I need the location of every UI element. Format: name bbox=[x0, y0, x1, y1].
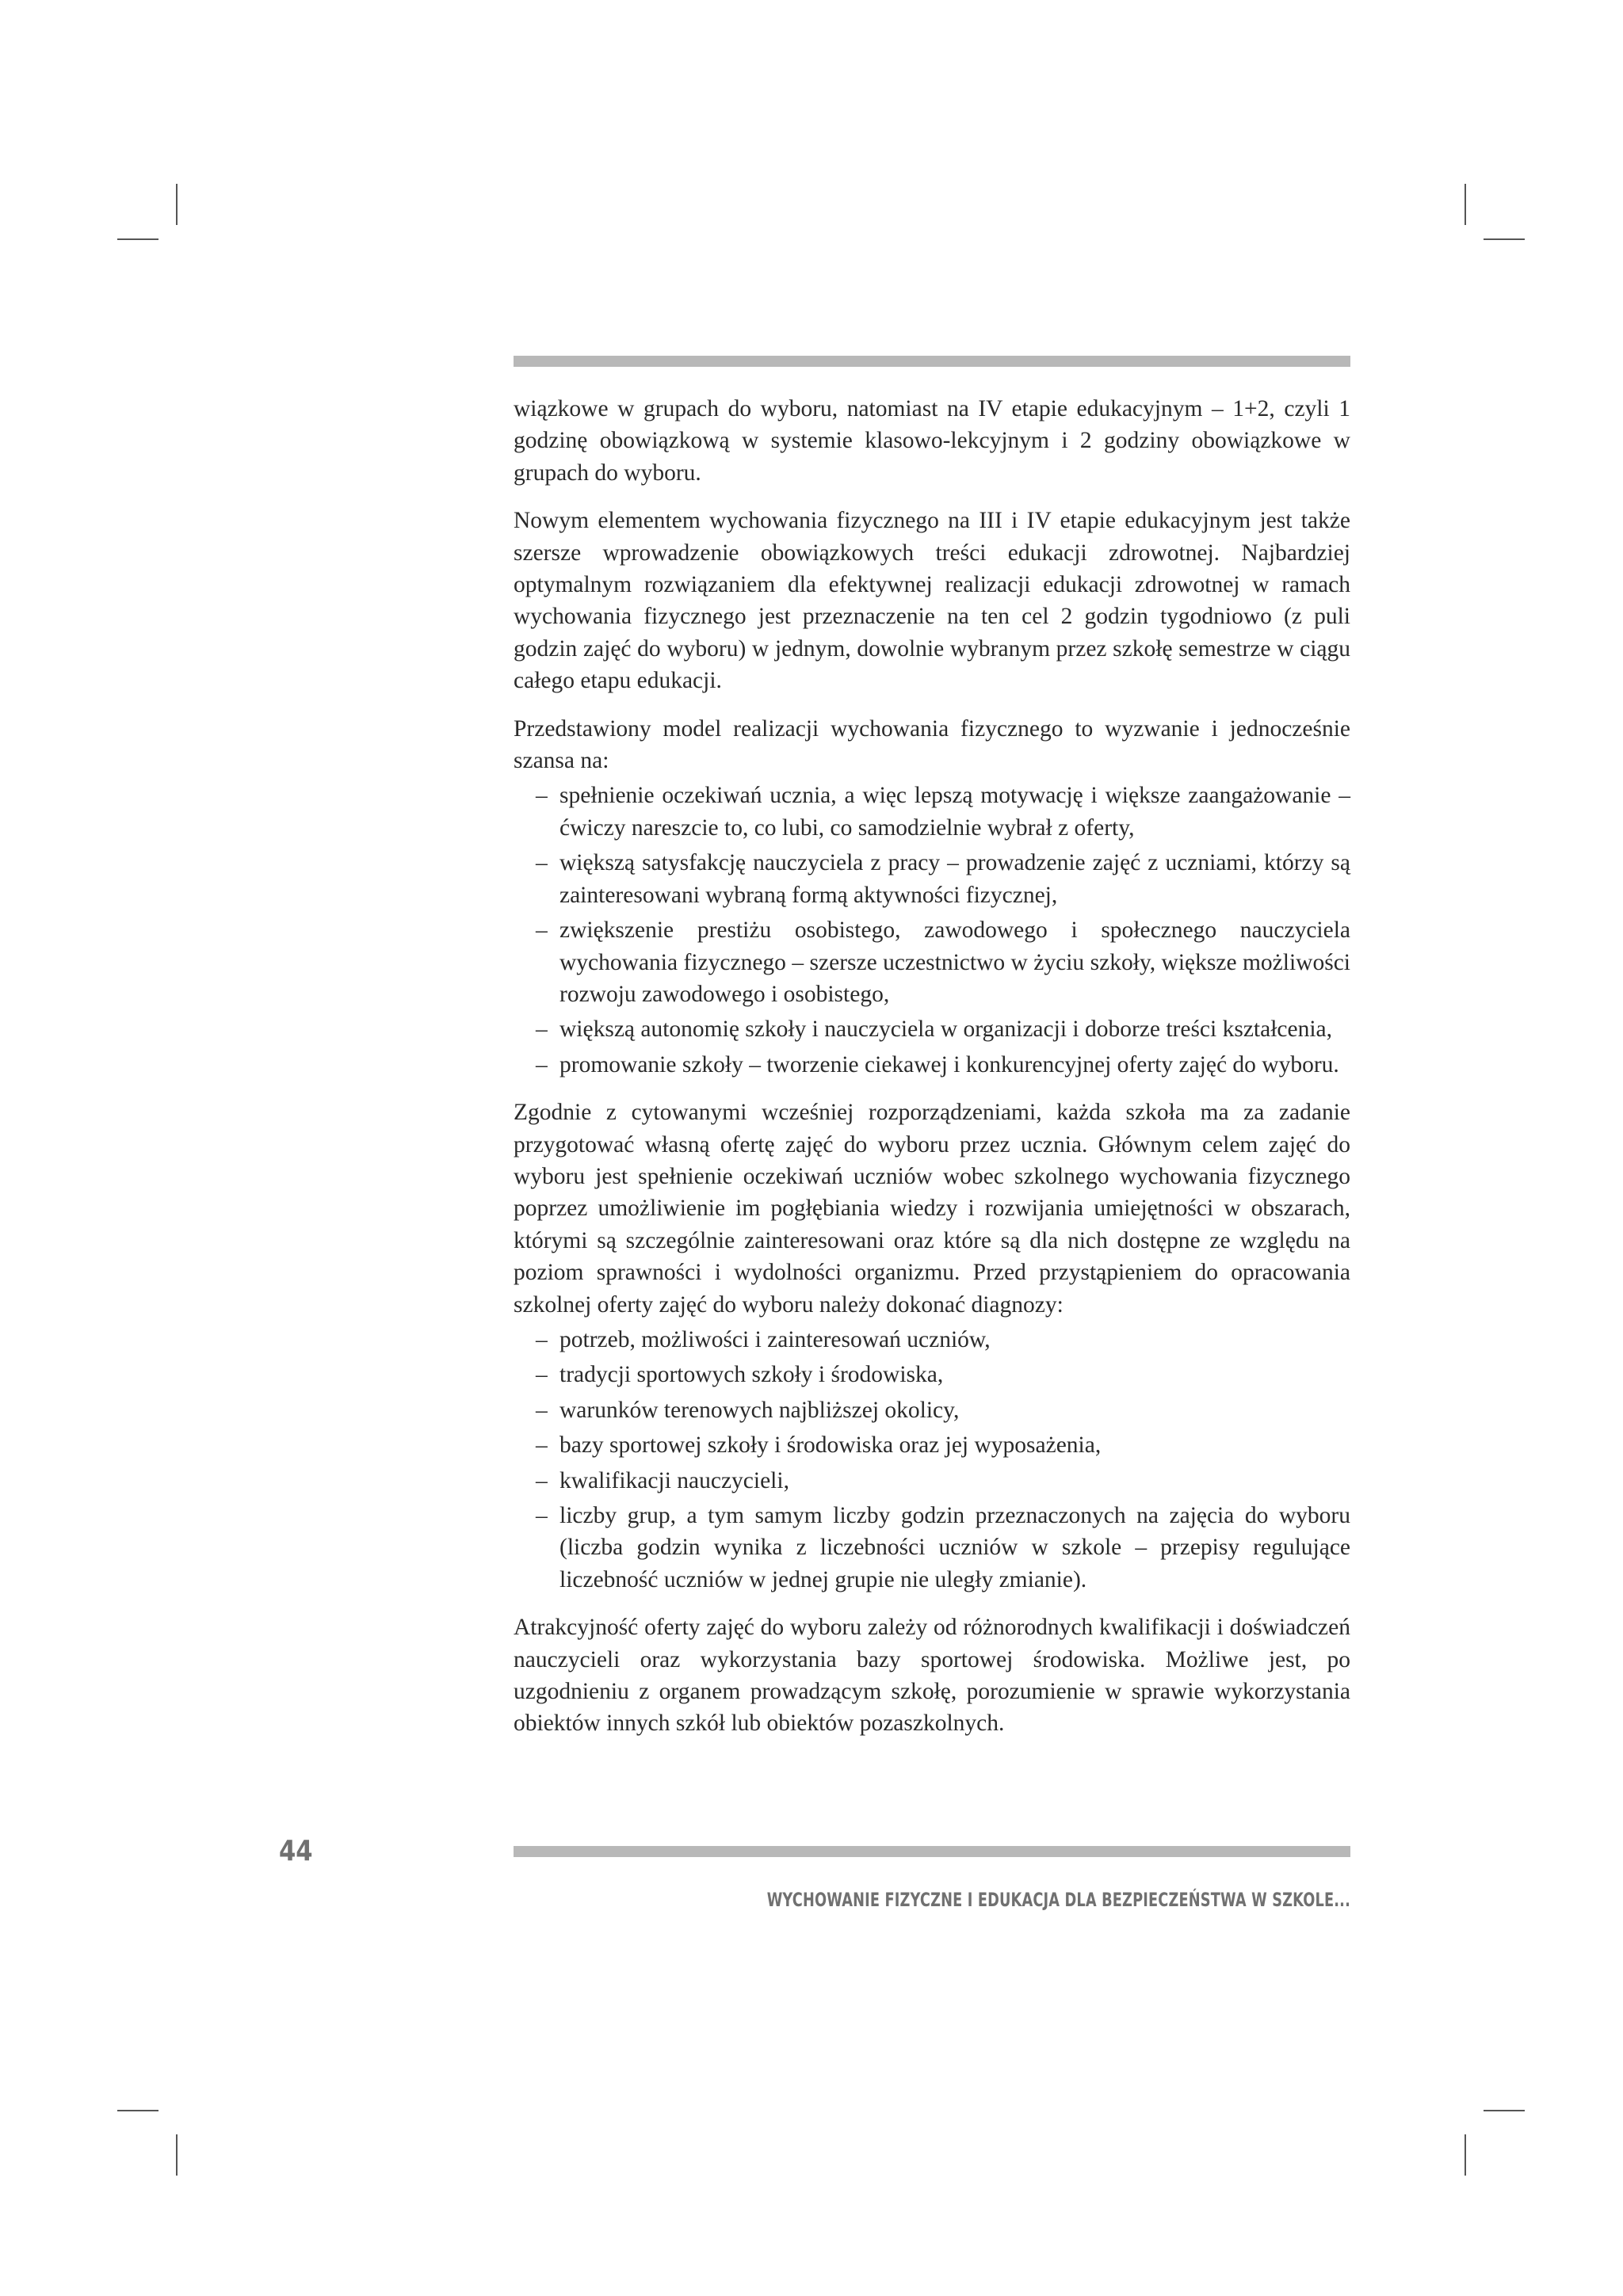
list-item bbox=[514, 780, 1350, 844]
list-item-text: promowanie szkoły – tworzenie ciekawej i konkurencyjnej oferty zajęć do wyboru. bbox=[559, 1051, 1339, 1077]
paragraph: Przedstawiony model realizacji wychowania fizycznego to wyzwanie i jednocześnie szansa na: bbox=[514, 715, 1350, 774]
list-item-text: spełnienie oczekiwań ucznia, a więc lepszą motywację i większe zaangażowanie – ćwiczy nareszcie to, co lubi, co samodzielnie wybrał z oferty, bbox=[559, 783, 1350, 841]
list-item bbox=[514, 1500, 1350, 1596]
dash-marker: – bbox=[536, 1326, 548, 1352]
crop-mark-top-right-horizontal bbox=[1484, 238, 1525, 240]
list-item-text: zwiększenie prestiżu osobistego, zawodowego i społecznego nauczyciela wychowania fizycznego – szersze uczestnictwo w życiu szkoły, większe możliwości rozwoju zawodowego i osobistego, bbox=[559, 917, 1350, 1007]
list-item bbox=[514, 1049, 1350, 1081]
paragraph: Zgodnie z cytowanymi wcześniej rozporządzeniami, każda szkoła ma za zadanie przygotować własną ofertę zajęć do wyboru przez ucznia. Głównym celem zajęć do wyboru jest spełnienie oczekiwań uczniów wobec szkolnego wychowania fizycznego poprzez umożliwienie im pogłębiania wiedzy i rozwijania umiejętności w obszarach, którymi są szczególnie zainteresowani oraz które są dla nich dostępne ze względu na poziom sprawności i wydolności organizmu. Przed przystąpieniem do opracowania szkolnej oferty zajęć do wyboru należy dokonać diagnozy: bbox=[514, 1100, 1350, 1318]
list-item bbox=[514, 1429, 1350, 1461]
running-footer-title: WYCHOWANIE FIZYCZNE I EDUKACJA DLA BEZPIECZEŃSTWA W SZKOLE... bbox=[766, 1889, 1350, 1911]
list-item bbox=[514, 1013, 1350, 1045]
dash-marker: – bbox=[536, 1051, 548, 1077]
crop-mark-bottom-right-horizontal bbox=[1484, 2110, 1525, 2111]
crop-mark-bottom-right-vertical bbox=[1465, 2134, 1466, 2176]
header-rule bbox=[514, 356, 1350, 367]
footer-rule bbox=[514, 1846, 1350, 1857]
dash-marker: – bbox=[536, 1397, 548, 1423]
list-item bbox=[514, 847, 1350, 911]
dash-marker: – bbox=[536, 850, 548, 876]
crop-mark-top-left-vertical bbox=[176, 184, 178, 225]
dash-marker: – bbox=[536, 783, 548, 809]
crop-mark-top-right-vertical bbox=[1465, 184, 1466, 225]
paragraph: wiązkowe w grupach do wyboru, natomiast na IV etapie edukacyjnym – 1+2, czyli 1 godzinę obowiązkową w systemie klasowo-lekcyjnym i 2 godziny obowiązkowe w grupach do wyboru. bbox=[514, 396, 1350, 486]
list-item bbox=[514, 1359, 1350, 1390]
list-item-text: tradycji sportowych szkoły i środowiska, bbox=[559, 1362, 944, 1388]
list-item-text: większą satysfakcję nauczyciela z pracy – prowadzenie zajęć z uczniami, którzy są zainteresowani wybraną formą aktywności fizycznej, bbox=[559, 850, 1350, 908]
dash-marker: – bbox=[536, 1016, 548, 1043]
crop-mark-top-left-horizontal bbox=[117, 238, 158, 240]
dash-marker: – bbox=[536, 917, 548, 944]
dash-marker: – bbox=[536, 1362, 548, 1388]
list-item-text: liczby grup, a tym samym liczby godzin przeznaczonych na zajęcia do wyboru (liczba godzin wynika z liczebności uczniów w szkole – przepisy regulujące liczebność uczniów w jednej grupie nie uległy zmianie). bbox=[559, 1503, 1350, 1592]
dash-marker: – bbox=[536, 1432, 548, 1459]
list-item bbox=[514, 1394, 1350, 1426]
list-item-text: bazy sportowej szkoły i środowiska oraz jej wyposażenia, bbox=[559, 1432, 1102, 1459]
list-item-text: potrzeb, możliwości i zainteresowań uczniów, bbox=[559, 1326, 991, 1352]
dash-marker: – bbox=[536, 1467, 548, 1493]
crop-mark-bottom-left-horizontal bbox=[117, 2110, 158, 2111]
paragraph: Nowym elementem wychowania fizycznego na III i IV etapie edukacyjnym jest także szersze wprowadzenie obowiązkowych treści edukacji zdrowotnej. Najbardziej optymalnym rozwiązaniem dla efektywnej realizacji edukacji zdrowotnej w ramach wychowania fizycznego jest przeznaczenie na ten cel 2 godzin tygodniowo (z puli godzin zajęć do wyboru) w jednym, dowolnie wybranym przez szkołę semestrze w ciągu całego etapu edukacji. bbox=[514, 508, 1350, 694]
list-item-text: kwalifikacji nauczycieli, bbox=[559, 1467, 789, 1493]
bullet-list-opportunities bbox=[514, 780, 1350, 1081]
list-item bbox=[514, 914, 1350, 1010]
dash-marker: – bbox=[536, 1503, 548, 1528]
page-number: 44 bbox=[279, 1835, 313, 1867]
list-item bbox=[514, 1465, 1350, 1497]
bullet-list-diagnosis bbox=[514, 1324, 1350, 1596]
page-body bbox=[514, 393, 1350, 1756]
list-item bbox=[514, 1324, 1350, 1356]
crop-mark-bottom-left-vertical bbox=[176, 2134, 178, 2176]
list-item-text: większą autonomię szkoły i nauczyciela w organizacji i doborze treści kształcenia, bbox=[559, 1016, 1333, 1043]
list-item-text: warunków terenowych najbliższej okolicy, bbox=[559, 1397, 960, 1423]
paragraph: Atrakcyjność oferty zajęć do wyboru zależy od różnorodnych kwalifikacji i doświadczeń nauczycieli oraz wykorzystania bazy sportowej środowiska. Możliwe jest, po uzgodnieniu z organem prowadzącym szkołę, porozumienie w sprawie wykorzystania obiektów innych szkół lub obiektów pozaszkolnych. bbox=[514, 1615, 1350, 1737]
